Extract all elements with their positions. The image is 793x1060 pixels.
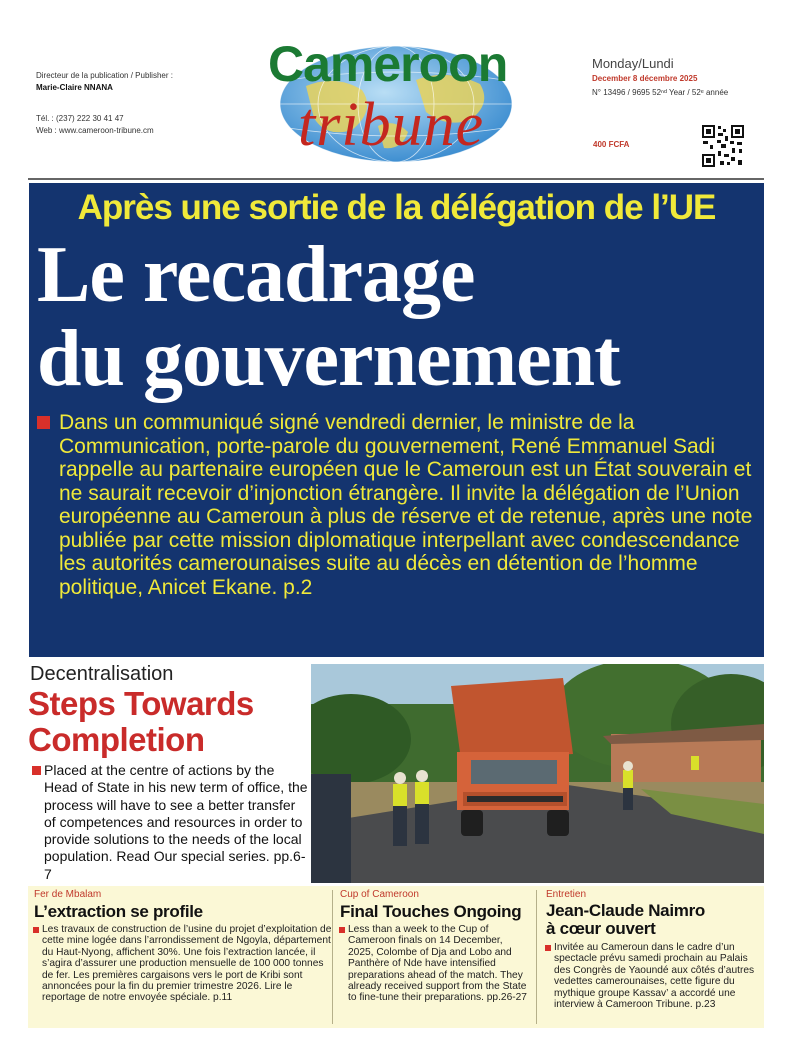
brief-cup-of-cameroon[interactable] (334, 886, 532, 1028)
bullet-square-icon (33, 927, 39, 933)
lead-headline-line1: Le recadrage (37, 231, 475, 319)
bullet-square-icon (37, 416, 50, 429)
bullet-square-icon (339, 927, 345, 933)
brief-title-line1: Jean-Claude Naimro (546, 901, 705, 920)
lead-summary: Dans un communiqué signé vendredi dernier, le ministre de la Communication, porte-parole du gouvernement, René Emmanuel Sadi rappelle au partenaire européen que le Cameroun est un État souverain et ne saurait recevoir d’injonction étrangère. Il invite la délégation de l’Union européenne au Cameroun à plus de réserve et de retenue, après une note publiée par cette mission diplomatique interpellant avec condescendance les autorités camerounaises suite au décès en détention de l’homme politique, Anicet Ekane. p.2 (59, 411, 753, 599)
lead-headline (37, 233, 757, 401)
column-divider (332, 890, 333, 1024)
issue-number: N° 13496 / 9695 52ⁿᵈ Year / 52ᵉ année (592, 88, 729, 97)
masthead-divider (28, 178, 764, 180)
qr-code-icon[interactable] (701, 124, 745, 168)
brief-tag: Cup of Cameroon (340, 889, 419, 900)
lead-kicker: Après une sortie de la délégation de l’UE (77, 188, 716, 227)
publisher-name: Marie-Claire NNANA (36, 83, 113, 92)
feature-headline[interactable] (28, 686, 318, 758)
feature-section-label: Decentralisation (30, 663, 174, 685)
brief-text: Less than a week to the Cup of Cameroon finals on 14 December, 2025, Colombe of Dja and Lobo and Panthère of Nde have intensified preparations ahead of the match. They already received support from the State to fine-tune their preparations. pp.26-27 (348, 924, 527, 1004)
logo-word-cameroon: Cameroon (268, 36, 508, 92)
logo-word-tribune: tribune (298, 91, 485, 159)
brief-tag: Fer de Mbalam (34, 889, 102, 900)
brief-title: Final Touches Ongoing (340, 902, 522, 921)
brief-interview[interactable] (540, 886, 764, 1028)
brief-title (546, 902, 705, 938)
feature-summary: Placed at the centre of actions by the Head of State in his new term of office, the process will have to see a better transfer of competences and resources in order to provide solutions to the needs of the local population. Read Our special series. pp.6-7 (44, 762, 308, 882)
brief-title-line2: à cœur ouvert (546, 919, 656, 938)
edition-date: December 8 décembre 2025 (592, 74, 698, 83)
feature-headline-line2: Completion (28, 721, 205, 758)
brief-text: Les travaux de construction de l’usine du projet d’exploitation de cette mine logée dans l’arrondissement de Ngoyla, département du Haut-Nyong, affichent 30%. Une fois l’extraction lancée, il s’agira d’assurer une production mensuelle de 100 000 tonnes de fer. Les premières cargaisons vers le port de Kribi sont annoncées pour la fin du premier trimestre 2026. Lire le reportage de notre envoyée spéciale. p.11 (42, 924, 332, 1004)
road-works-photo (311, 664, 764, 883)
feature-headline-line1: Steps Towards (28, 685, 254, 722)
cover-price: 400 FCFA (593, 140, 630, 149)
brief-mbalam[interactable] (28, 886, 332, 1028)
lead-story[interactable] (29, 183, 764, 657)
edition-day: Monday/Lundi (592, 56, 674, 71)
bullet-square-icon (32, 766, 41, 775)
website-url[interactable]: Web : www.cameroon-tribune.cm (36, 126, 154, 135)
brief-text: Invitée au Cameroun dans le cadre d’un spectacle prévu samedi prochain au Palais des Congrès de Yaoundé aux côtés d’autres vedettes camerounaises, cette figure du mythique groupe Kassav’ a accordé une interview à Cameroon Tribune. p.23 (554, 942, 755, 1011)
phone-number: Tél. : (237) 222 30 41 47 (36, 114, 124, 123)
lead-headline-line2: du gouvernement (37, 315, 620, 403)
edition-info (592, 56, 762, 100)
publisher-role: Directeur de la publication / Publisher : (36, 71, 173, 80)
brief-title: L’extraction se profile (34, 902, 203, 921)
publisher-info (36, 70, 246, 137)
photo-road-construction (311, 664, 764, 883)
newspaper-logo (266, 34, 528, 164)
brief-tag: Entretien (546, 889, 587, 900)
bullet-square-icon (545, 945, 551, 951)
column-divider (536, 890, 537, 1024)
